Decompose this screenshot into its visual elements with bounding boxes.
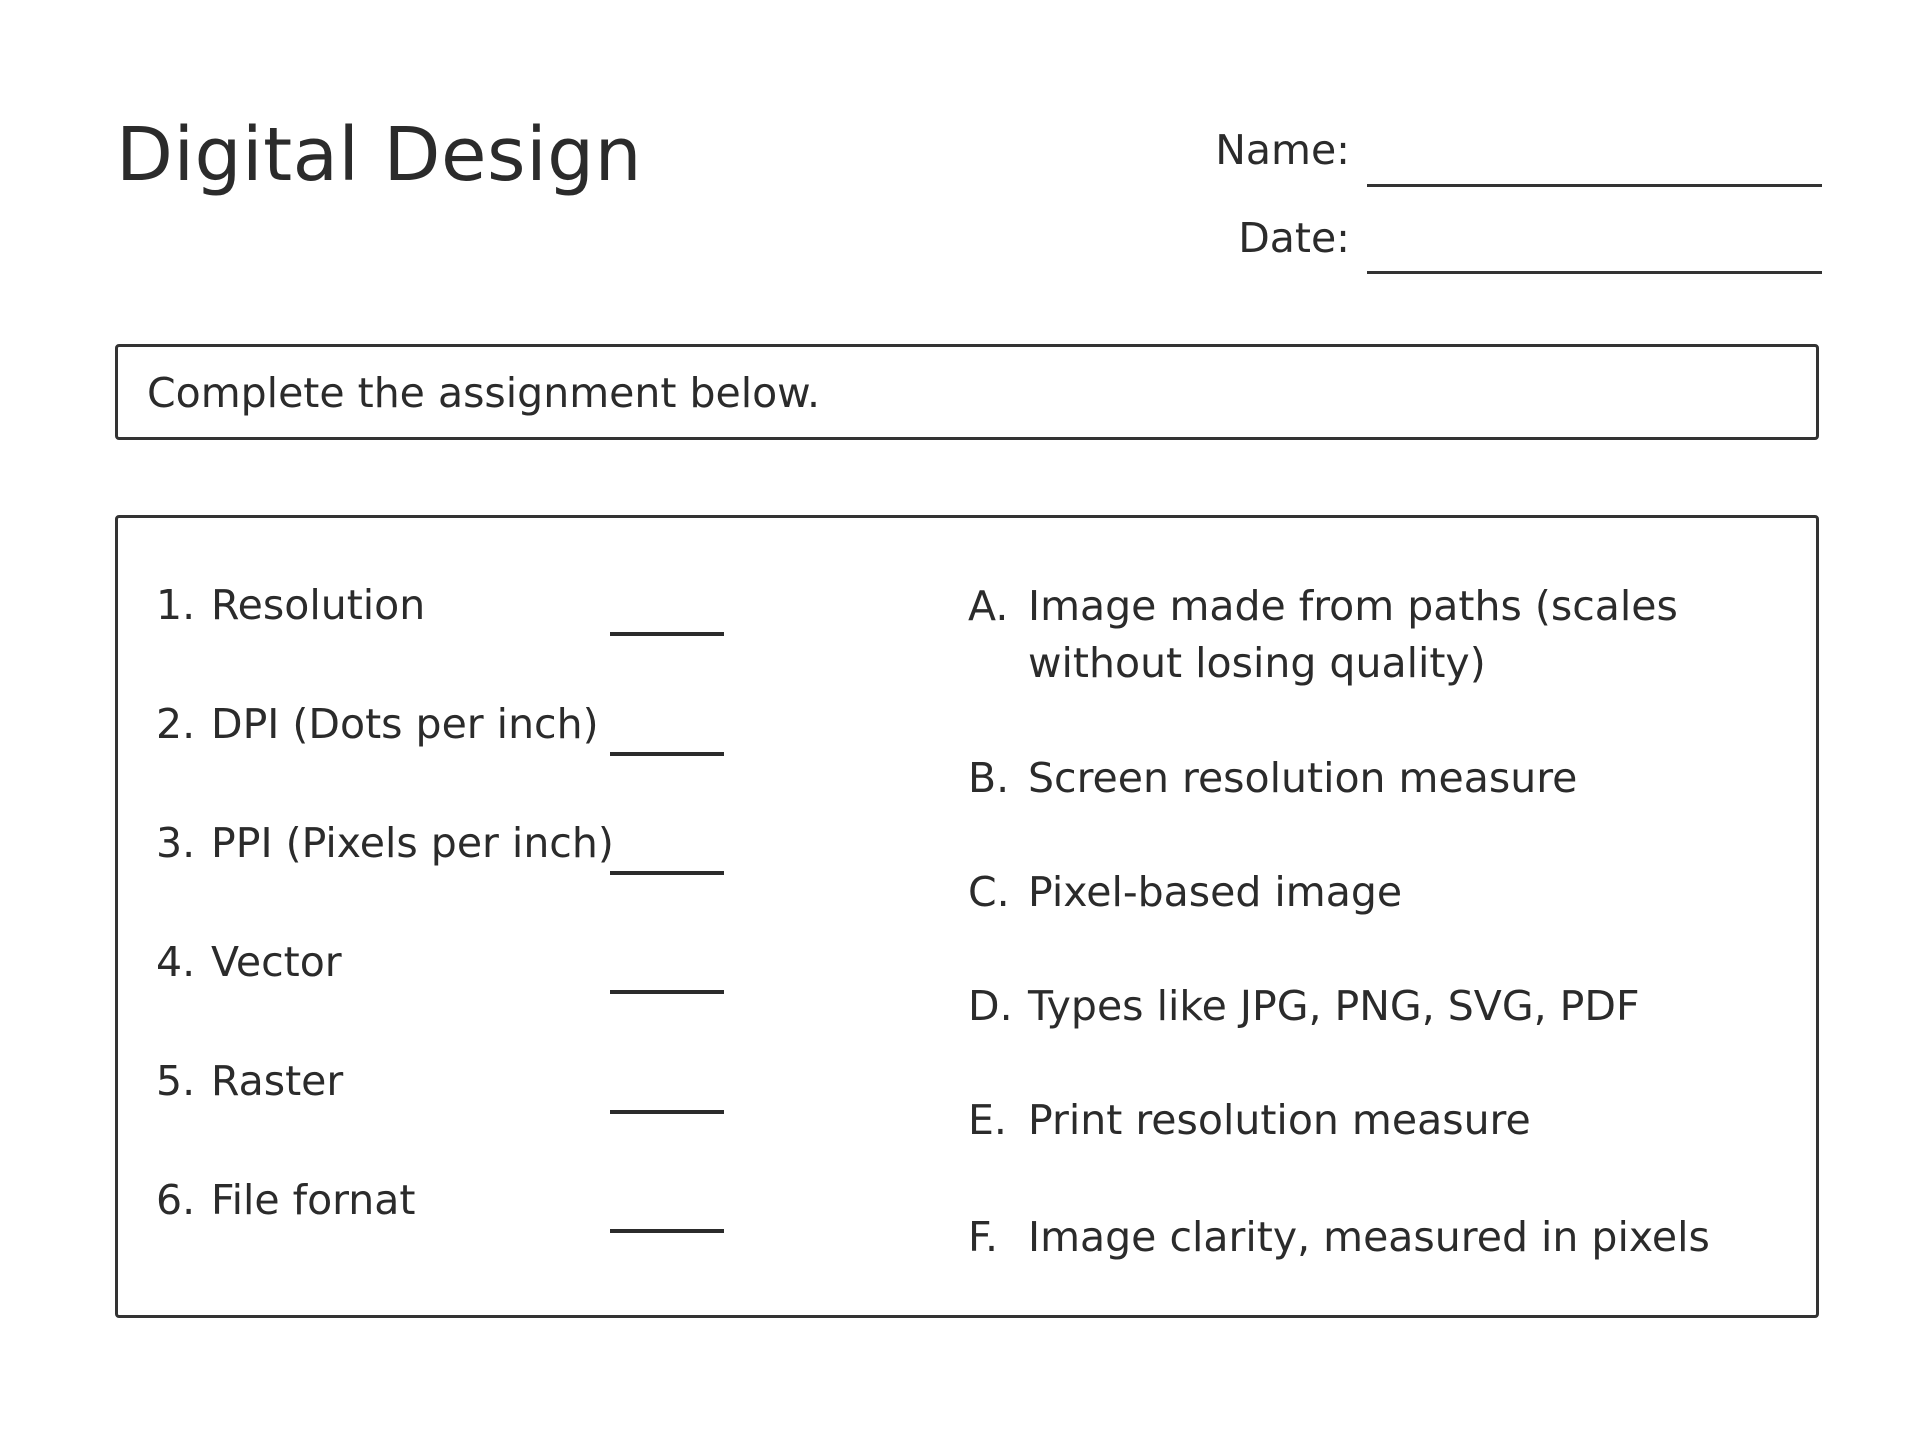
instruction-box (115, 344, 1819, 440)
term-number: 2. (156, 700, 196, 748)
name-label: Name: (1215, 126, 1350, 174)
name-field-line[interactable] (1367, 184, 1822, 187)
instruction-text: Complete the assignment below. (147, 369, 820, 417)
page-title: Digital Design (116, 112, 643, 198)
definition-item (968, 1092, 1728, 1149)
term-label: Vector (211, 938, 342, 986)
date-field-line[interactable] (1367, 271, 1822, 274)
term-item (156, 700, 599, 748)
answer-blank[interactable] (610, 1110, 724, 1114)
term-number: 4. (156, 938, 196, 986)
term-label: DPI (Dots per inch) (211, 700, 599, 748)
term-item (156, 581, 426, 629)
definition-item (968, 978, 1728, 1035)
term-item (156, 938, 342, 986)
term-label: PPI (Pixels per inch) (211, 819, 614, 867)
term-label: Resolution (211, 581, 426, 629)
definition-letter: E. (968, 1096, 1007, 1144)
definition-text: Image clarity, measured in pixels (1028, 1213, 1710, 1261)
date-label: Date: (1238, 214, 1350, 262)
definition-letter: D. (968, 982, 1013, 1030)
definition-text: Screen resolution measure (1028, 754, 1578, 802)
definition-letter: C. (968, 868, 1010, 916)
term-number: 6. (156, 1176, 196, 1224)
definition-letter: F. (968, 1213, 999, 1261)
definition-item (968, 578, 1728, 692)
answer-blank[interactable] (610, 1229, 724, 1233)
term-number: 1. (156, 581, 196, 629)
term-number: 3. (156, 819, 196, 867)
definition-text: Pixel-based image (1028, 868, 1403, 916)
term-label: Raster (211, 1057, 344, 1105)
answer-blank[interactable] (610, 871, 724, 875)
term-item (156, 1057, 344, 1105)
definition-item (968, 1209, 1728, 1266)
definition-text: Print resolution measure (1028, 1096, 1531, 1144)
matching-exercise (115, 515, 1819, 1318)
definition-text: Image made from paths (scales without losing quality) (1028, 582, 1678, 687)
term-item (156, 1176, 416, 1224)
definition-item (968, 864, 1728, 921)
definition-item (968, 750, 1728, 807)
term-item (156, 819, 614, 867)
answer-blank[interactable] (610, 632, 724, 636)
answer-blank[interactable] (610, 752, 724, 756)
term-number: 5. (156, 1057, 196, 1105)
definition-text: Types like JPG, PNG, SVG, PDF (1028, 982, 1640, 1030)
term-label: File fornat (211, 1176, 416, 1224)
definition-letter: B. (968, 754, 1010, 802)
answer-blank[interactable] (610, 990, 724, 994)
definition-letter: A. (968, 582, 1009, 630)
